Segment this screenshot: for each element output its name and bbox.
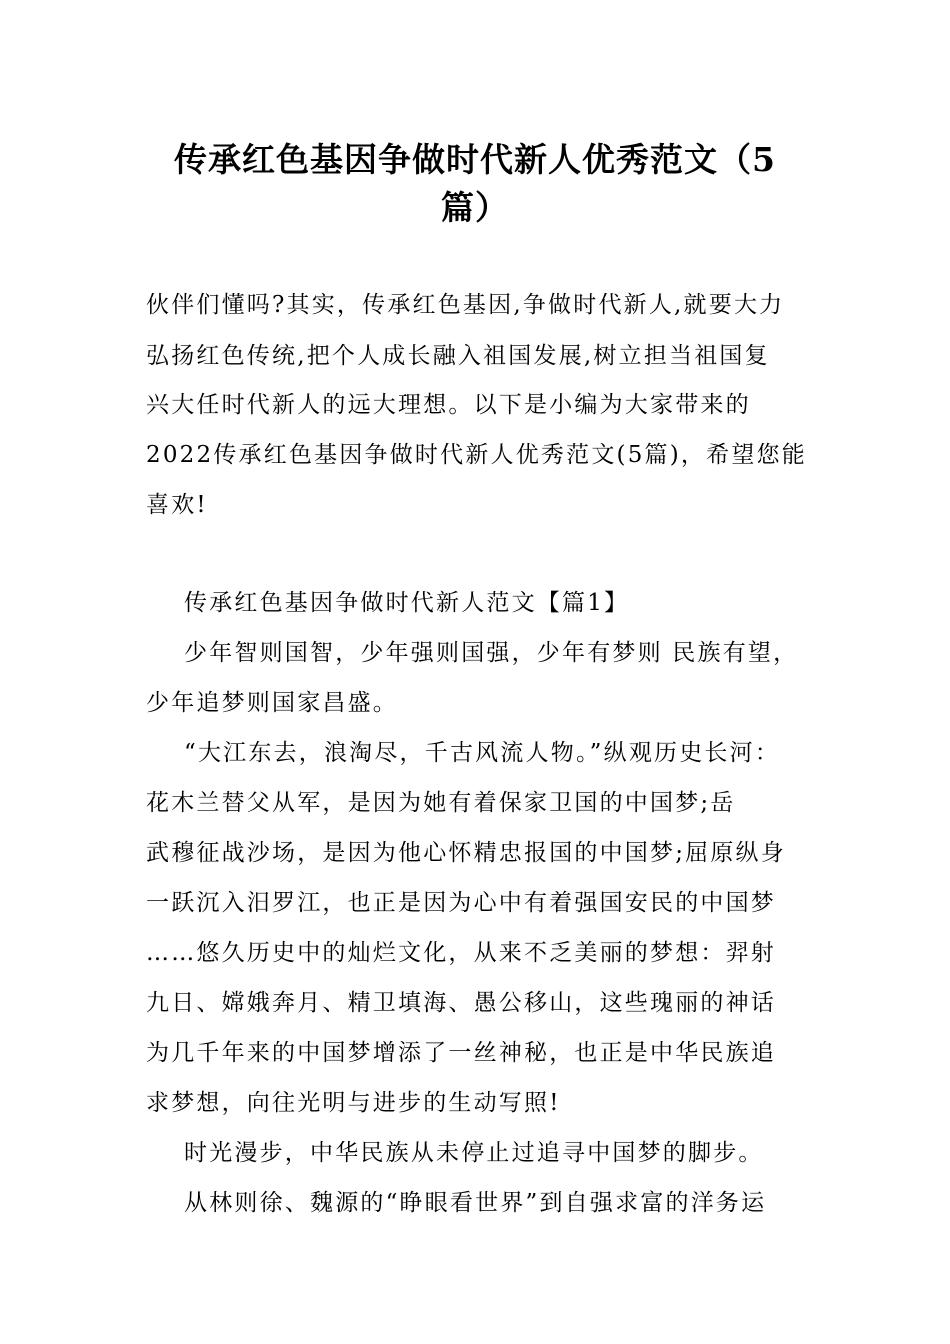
body-line-7: ……悠久历史中的灿烂文化，从来不乏美丽的梦想：羿射 [146,940,776,966]
body-line-9: 为几千年来的中国梦增添了一丝神秘，也正是中华民族追 [146,1040,776,1066]
section-heading: 传承红色基因争做时代新人范文【篇1】 [184,590,630,616]
intro-line-2: 弘扬红色传统,把个人成长融入祖国发展,树立担当祖国复 [146,343,770,369]
intro-line-5: 喜欢! [146,492,208,518]
body-line-1: 少年智则国智，少年强则国强，少年有梦则 民族有望， [184,640,799,666]
intro-line-1: 伙伴们懂吗?其实，传承红色基因,争做时代新人,就要大力 [146,292,785,318]
intro-line-4: 2022传承红色基因争做时代新人优秀范文(5篇)，希望您能 [146,442,807,468]
body-line-6: 一跃沉入汨罗江，也正是因为心中有着强国安民的中国梦 [146,890,776,916]
body-line-12: 从林则徐、魏源的“睁眼看世界”到自强求富的洋务运 [184,1190,767,1216]
body-line-4: 花木兰替父从军，是因为她有着保家卫国的中国梦;岳 [146,790,736,816]
intro-line-3: 兴大任时代新人的远大理想。以下是小编为大家带来的 [146,392,751,418]
body-line-11: 时光漫步，中华民族从未停止过追寻中国梦的脚步。 [184,1140,764,1166]
document-title-line-2: 篇） [441,188,509,227]
body-line-5: 武穆征战沙场，是因为他心怀精忠报国的中国梦;屈原纵身 [146,840,786,866]
body-line-3: “大江东去，浪淘尽，千古风流人物。”纵观历史长河： [184,740,781,766]
body-line-2: 少年追梦则国家昌盛。 [146,690,398,716]
body-line-10: 求梦想，向往光明与进步的生动写照! [146,1090,561,1116]
document-title-line-1: 传承红色基因争做时代新人优秀范文（5 [174,140,776,179]
body-line-8: 九日、嫦娥奔月、精卫填海、愚公移山，这些瑰丽的神话 [146,990,776,1016]
